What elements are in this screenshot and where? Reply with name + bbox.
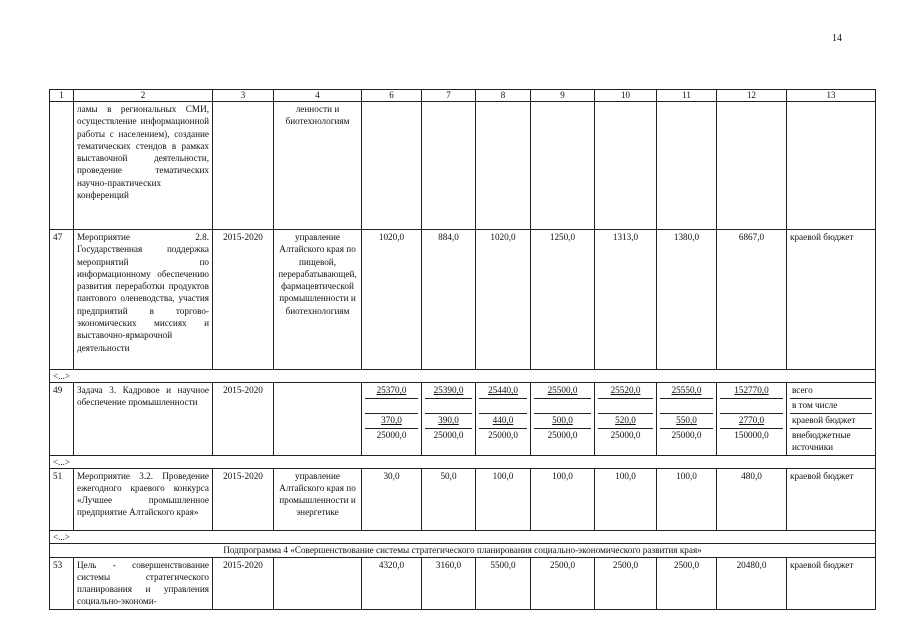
separator-row: [50, 370, 876, 383]
cell-value: 884,0: [422, 230, 476, 370]
header-cell: 12: [717, 90, 787, 102]
cell-value: 2500,0: [657, 557, 717, 609]
cell-value: 1313,0: [595, 230, 657, 370]
cell-value: 100,0: [476, 468, 531, 530]
cell-value: 30,0: [362, 468, 422, 530]
cell-value: 4320,0: [362, 557, 422, 609]
cell-num: 51: [50, 468, 74, 530]
subprogram-title: Подпрограмма 4 «Совершенствование системы стратегического планирования социально-экономического развития края»: [50, 543, 876, 557]
cell-description: Задача 3. Кадровое и научное обеспечение промышленности: [74, 383, 213, 456]
cell-description: Мероприятие 2.8. Государственная поддержка мероприятий по информационному обеспечению развития переработки продуктов пантового оленеводства, участия предприятий в торгово-экономических миссиях и выставочно-ярмарочной деятельности: [74, 230, 213, 370]
cell-value-total: 20480,0: [717, 557, 787, 609]
cell-value: 5500,0: [476, 557, 531, 609]
header-cell: 1: [50, 90, 74, 102]
cell-value: 3160,0: [422, 557, 476, 609]
cell-description: Мероприятие 3.2. Проведение ежегодного краевого конкурса «Лучшее промышленное предприятие Алтайского края»: [74, 468, 213, 530]
cell-executor: управление Алтайского края по пищевой, перерабатывающей, фармацевтической промышленности и биотехнологиям: [274, 230, 362, 370]
separator-row: [50, 455, 876, 468]
header-cell: 11: [657, 90, 717, 102]
program-table: [49, 89, 876, 610]
cell-value: 1380,0: [657, 230, 717, 370]
cell-value-stack: 25370,0 370,0 25000,0: [362, 383, 422, 456]
header-row: [50, 90, 876, 102]
cell-value-stack: 25440,0 440,0 25000,0: [476, 383, 531, 456]
cell-period: 2015-2020: [213, 383, 274, 456]
cell-value: 100,0: [595, 468, 657, 530]
cell-value: 1250,0: [531, 230, 595, 370]
cell-value-stack: 25550,0 550,0 25000,0: [657, 383, 717, 456]
table-row-47: [50, 230, 876, 370]
page-number: 14: [832, 33, 842, 44]
cell-period: [213, 102, 274, 230]
separator-cell: <...>: [50, 370, 876, 383]
cell-value: 100,0: [531, 468, 595, 530]
header-cell: 8: [476, 90, 531, 102]
separator-cell: <...>: [50, 530, 876, 543]
table-row-49: [50, 383, 876, 456]
cell-num: 49: [50, 383, 74, 456]
cell-executor: [274, 557, 362, 609]
cell-period: 2015-2020: [213, 230, 274, 370]
header-cell: 7: [422, 90, 476, 102]
header-cell: 2: [74, 90, 213, 102]
cell-period: 2015-2020: [213, 557, 274, 609]
cell-value-stack-total: 152770,0 2770,0 150000,0: [717, 383, 787, 456]
cell-executor: ленности и биотехнологиям: [274, 102, 362, 230]
separator-row: [50, 530, 876, 543]
cell-value: 1020,0: [476, 230, 531, 370]
cell-value-stack: 25520,0 520,0 25000,0: [595, 383, 657, 456]
cell-description: ламы в региональных СМИ, осуществление информационной работы с населением), создание тематических стендов в рамках выставочной деятельности, проведение тематических научно-практических конференций: [74, 102, 213, 230]
header-cell: 9: [531, 90, 595, 102]
cell-value: 100,0: [657, 468, 717, 530]
cell-value-total: 480,0: [717, 468, 787, 530]
cell-executor: [274, 383, 362, 456]
subprogram-row: [50, 543, 876, 557]
cell-executor: управление Алтайского края по промышленности и энергетике: [274, 468, 362, 530]
header-cell: 10: [595, 90, 657, 102]
cell-value-stack: 25500,0 500,0 25000,0: [531, 383, 595, 456]
header-cell: 3: [213, 90, 274, 102]
cell-value: 2500,0: [531, 557, 595, 609]
cell-source: краевой бюджет: [787, 230, 876, 370]
cell-value: 50,0: [422, 468, 476, 530]
header-cell: 4: [274, 90, 362, 102]
cell-source: краевой бюджет: [787, 468, 876, 530]
cell-period: 2015-2020: [213, 468, 274, 530]
header-cell: 13: [787, 90, 876, 102]
cell-value: 1020,0: [362, 230, 422, 370]
cell-value-stack: 25390,0 390,0 25000,0: [422, 383, 476, 456]
table-row-51: [50, 468, 876, 530]
cell-num: 53: [50, 557, 74, 609]
cell-num: 47: [50, 230, 74, 370]
header-cell: 6: [362, 90, 422, 102]
table-row-continued: [50, 102, 876, 230]
cell-num: [50, 102, 74, 230]
cell-description: Цель - совершенствование системы стратегического планирования и управления социально-экономи-: [74, 557, 213, 609]
table-row-53: [50, 557, 876, 609]
cell-value-total: 6867,0: [717, 230, 787, 370]
cell-source: краевой бюджет: [787, 557, 876, 609]
cell-value: 2500,0: [595, 557, 657, 609]
cell-source-stack: всего в том числе краевой бюджет внебюджетные источники: [787, 383, 876, 456]
separator-cell: <...>: [50, 455, 876, 468]
